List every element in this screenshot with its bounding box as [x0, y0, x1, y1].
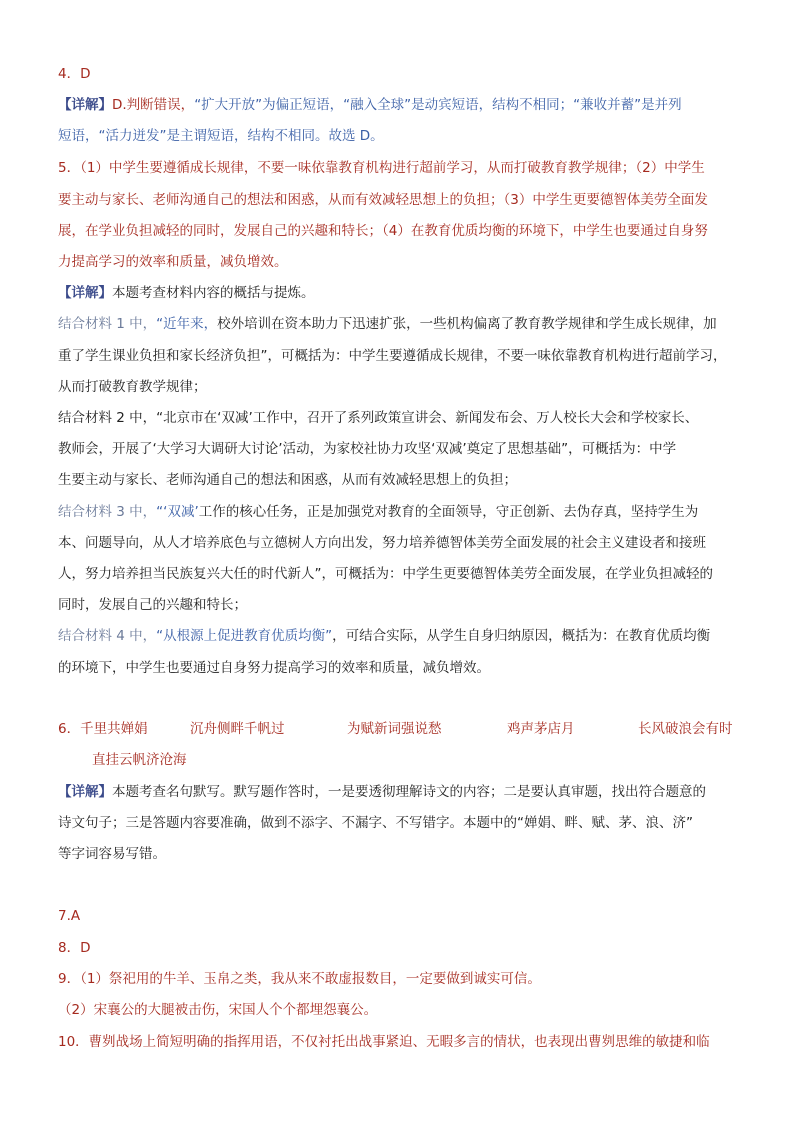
q10-answer-line-1: 10．曹刿战场上简短明确的指挥用语，不仅衬托出战事紧迫、无暇多言的情状，也表现出曹刿思维的敏捷和临	[58, 1034, 710, 1050]
q6-answer-3: 为赋新词强说愁	[347, 721, 442, 737]
q9-answer-line-2: （2）宋襄公的大腿被击伤，宋国人个个都埋怨襄公。	[58, 1002, 378, 1018]
q6-detail-line-3: 等字词容易写错。	[58, 846, 166, 862]
q5-answer-line-4: 力提高学习的效率和质量，减负增效。	[58, 254, 288, 270]
q5-material-4-line-1: 结合材料 4 中，“从根源上促进教育优质均衡”，可结合实际，从学生自身归纳原因，概括为：在教育优质均衡	[58, 628, 711, 644]
q6-detail-line-2: 诗文句子；三是答题内容要准确，做到不添字、不漏字、不写错字。本题中的“婵娟、畔、赋、茅、浪、济”	[58, 815, 693, 831]
q4-detail-line-2: 短语，“活力迸发”是主谓短语，结构不相同。故选 D。	[58, 128, 384, 144]
q6-answer-4: 鸡声茅店月	[507, 721, 575, 737]
q6-answer-1: 6．千里共婵娟	[58, 721, 148, 737]
detail-label: 【详解】	[58, 784, 112, 800]
q5-material-2-line-2: 教师会，开展了‘大学习大调研大讨论’活动，为家校社协力攻坚‘双减’奠定了思想基础”，可概括为：中学	[58, 441, 677, 457]
q5-answer-line-2: 要主动与家长、老师沟通自己的想法和困惑，从而有效减轻思想上的负担；（3）中学生更要德智体美劳全面发	[58, 192, 708, 208]
detail-label: 【详解】	[58, 97, 112, 113]
q9-answer-line-1: 9．（1）祭祀用的牛羊、玉帛之类，我从来不敢虚报数目，一定要做到诚实可信。	[58, 971, 541, 987]
q5-material-3-line-3: 人，努力培养担当民族复兴大任的时代新人”，可概括为：中学生更要德智体美劳全面发展，在学业负担减轻的	[58, 566, 713, 582]
q5-material-1-line-3: 从而打破教育教学规律；	[58, 379, 207, 395]
q6-answer-line-2: 直挂云帆济沧海	[92, 752, 187, 768]
q5-material-3-line-1: 结合材料 3 中，“‘双减’工作的核心任务，正是加强党对教育的全面领导，守正创新、去伪存真，坚持学生为	[58, 504, 699, 520]
q7-answer: 7.A	[58, 908, 81, 924]
q5-answer-line-1: 5．（1）中学生要遵循成长规律，不要一味依靠教育机构进行超前学习，从而打破教育教学规律；（2）中学生	[58, 160, 705, 176]
q5-material-1-line-1: 结合材料 1 中，“近年来，校外培训在资本助力下迅速扩张，一些机构偏离了教育教学规律和学生成长规律，加	[58, 316, 717, 332]
q4-detail-red: D.判断错误，	[112, 97, 195, 113]
q5-material-3-line-2: 本、问题导向，从人才培养底色与立德树人方向出发，努力培养德智体美劳全面发展的社会主义建设者和接班	[58, 535, 706, 551]
q5-answer-line-3: 展，在学业负担减轻的同时，发展自己的兴趣和特长；（4）在教育优质均衡的环境下，中学生也要通过自身努	[58, 223, 708, 239]
q6-detail-line-1: 【详解】本题考查名句默写。默写题作答时，一是要透彻理解诗文的内容；二是要认真审题，找出符合题意的	[58, 784, 706, 800]
q4-detail-blue: “扩大开放”为偏正短语，“融入全球”是动宾短语，结构不相同；“兼收并蓄”是并列	[194, 97, 682, 113]
q4-answer: 4．D	[58, 66, 91, 82]
q4-detail-line-1	[58, 95, 682, 115]
q5-material-1-line-2: 重了学生课业负担和家长经济负担”，可概括为：中学生要遵循成长规律，不要一味依靠教育机构进行超前学习，	[58, 348, 727, 364]
q6-answer-2: 沉舟侧畔千帆过	[190, 721, 285, 737]
q5-material-3-line-4: 同时，发展自己的兴趣和特长；	[58, 597, 247, 613]
q5-material-2-line-3: 生要主动与家长、老师沟通自己的想法和困惑，从而有效减轻思想上的负担；	[58, 472, 517, 488]
q5-material-2-line-1: 结合材料 2 中，“北京市在‘双减’工作中，召开了系列政策宣讲会、新闻发布会、万人校长大会和学校家长、	[58, 410, 699, 426]
q5-material-4-line-2: 的环境下，中学生也要通过自身努力提高学习的效率和质量，减负增效。	[58, 660, 490, 676]
q5-detail-intro: 【详解】本题考查材料内容的概括与提炼。	[58, 285, 315, 301]
q6-answer-5: 长风破浪会有时	[638, 721, 733, 737]
detail-label: 【详解】	[58, 285, 112, 301]
q8-answer: 8．D	[58, 940, 91, 956]
